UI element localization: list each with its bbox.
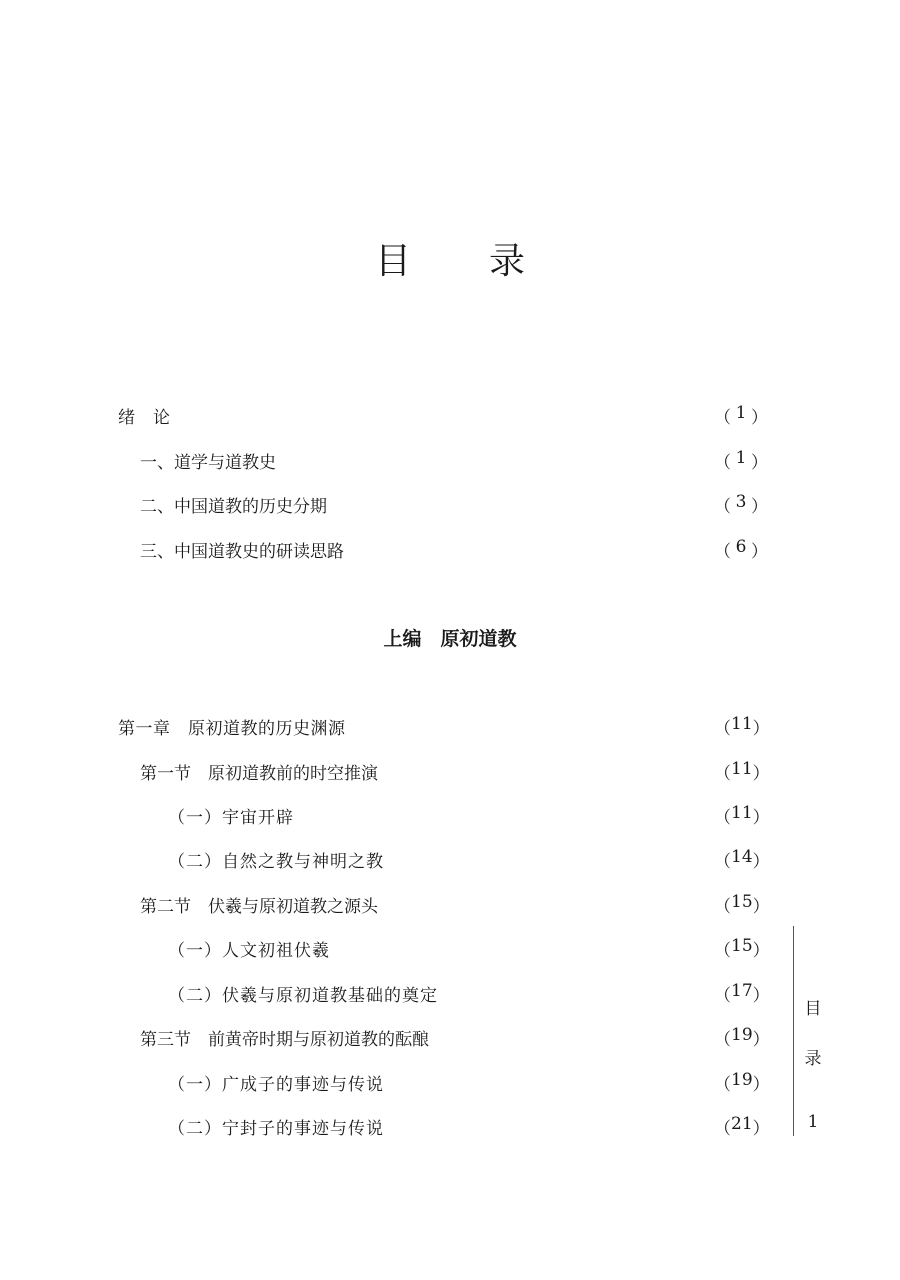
page-title [0, 238, 900, 286]
part-heading: 上编 原初道教 [383, 628, 517, 650]
page-number: 11 [731, 713, 753, 734]
toc-entry-label: 第三节 前黄帝时期与原初道教的酝酿 [140, 1029, 429, 1050]
toc-entry[interactable] [140, 490, 768, 518]
paren-open: （ [714, 985, 731, 1006]
title-char-1: 目 [374, 241, 411, 282]
side-rule [793, 926, 794, 1136]
toc-entry-label: （一）宇宙开辟 [168, 807, 294, 828]
toc-entry[interactable] [140, 757, 768, 785]
toc-entry[interactable] [168, 845, 768, 873]
dot-leader [334, 934, 706, 962]
toc-entry-page [714, 1025, 768, 1050]
toc-entry-page [714, 1114, 768, 1139]
page-number: 11 [731, 758, 753, 779]
toc-entry[interactable] [140, 446, 768, 474]
toc-entry[interactable] [118, 401, 768, 429]
paren-open: （ [714, 763, 731, 784]
toc-entry-label: 三、中国道教史的研读思路 [140, 541, 344, 562]
dot-leader [348, 535, 706, 563]
dot-leader [280, 446, 706, 474]
toc-entry-page [714, 759, 768, 784]
paren-close: ） [752, 1029, 770, 1050]
toc-entry-label: （一）人文初祖伏羲 [168, 940, 330, 961]
page-number: 19 [731, 1069, 753, 1090]
paren-close: ） [752, 763, 770, 784]
dot-leader [175, 401, 707, 429]
paren-open: （ [714, 407, 731, 428]
toc-entry-page [714, 492, 768, 517]
dot-leader [382, 757, 706, 785]
paren-open: （ [714, 718, 731, 739]
paren-open: （ [714, 541, 731, 562]
paren-close: ） [752, 807, 770, 828]
paren-open: （ [714, 896, 731, 917]
dot-leader [331, 490, 706, 518]
toc-entry[interactable] [168, 1112, 768, 1140]
page-number: 17 [731, 980, 753, 1001]
paren-close: ） [752, 718, 770, 739]
toc-entry-label: 第一节 原初道教前的时空推演 [140, 763, 378, 784]
toc-entry[interactable] [168, 934, 768, 962]
toc-entry-page [714, 403, 768, 428]
dot-leader [388, 1068, 706, 1096]
toc-entry-label: （二）宁封子的事迹与传说 [168, 1118, 384, 1139]
toc-entry-label: 一、道学与道教史 [140, 452, 276, 473]
toc-entry[interactable] [118, 712, 768, 740]
folio-number: 1 [807, 1112, 819, 1132]
page-number: 15 [731, 891, 753, 912]
toc-entry-label: 第二节 伏羲与原初道教之源头 [140, 896, 378, 917]
paren-open: （ [714, 1029, 731, 1050]
dot-leader [388, 845, 706, 873]
side-label-char-1: 目 [804, 999, 822, 1019]
toc-entry-page [714, 803, 768, 828]
paren-close: ） [752, 985, 770, 1006]
paren-close: ） [752, 940, 770, 961]
paren-close: ） [752, 1118, 770, 1139]
page-number: 15 [731, 935, 753, 956]
paren-open: （ [714, 940, 731, 961]
toc-entry-page [714, 981, 768, 1006]
toc-entry-label: （一）广成子的事迹与传说 [168, 1074, 384, 1095]
dot-leader [433, 1023, 706, 1051]
page-number: 3 [735, 491, 747, 512]
toc-entry-page [714, 537, 768, 562]
toc-entry-page [714, 448, 768, 473]
toc-entry[interactable] [140, 535, 768, 563]
page-number: 1 [735, 447, 747, 468]
toc-entry-label: （二）伏羲与原初道教基础的奠定 [168, 985, 438, 1006]
toc-entry-page [714, 1070, 768, 1095]
toc-entry-label: 第一章 原初道教的历史渊源 [118, 718, 346, 739]
paren-close: ） [752, 851, 770, 872]
toc-entry-label: 二、中国道教的历史分期 [140, 496, 327, 517]
dot-leader [382, 890, 706, 918]
paren-close: ） [751, 407, 768, 428]
toc-entry[interactable] [140, 890, 768, 918]
paren-open: （ [714, 452, 731, 473]
toc-entry-label: （二）自然之教与神明之教 [168, 851, 384, 872]
page-number: 1 [735, 402, 747, 423]
paren-close: ） [752, 1074, 770, 1095]
toc-entry-page [714, 936, 768, 961]
paren-close: ） [751, 541, 768, 562]
page-number: 6 [735, 536, 747, 557]
toc-entry-page [714, 847, 768, 872]
toc-entry[interactable] [168, 801, 768, 829]
paren-close: ） [751, 452, 768, 473]
dot-leader [350, 712, 707, 740]
side-label-char-2: 录 [804, 1049, 822, 1069]
title-char-2: 录 [489, 241, 526, 282]
toc-entry-label: 绪 论 [118, 407, 171, 428]
page-number: 21 [731, 1113, 753, 1134]
toc-entry[interactable] [168, 979, 768, 1007]
paren-open: （ [714, 496, 731, 517]
paren-close: ） [751, 496, 768, 517]
page-number: 19 [731, 1024, 753, 1045]
toc-entry[interactable] [168, 1068, 768, 1096]
page-number: 14 [731, 846, 753, 867]
toc-entry[interactable] [140, 1023, 768, 1051]
toc-entry-page [714, 892, 768, 917]
paren-open: （ [714, 807, 731, 828]
paren-open: （ [714, 1118, 731, 1139]
paren-close: ） [752, 896, 770, 917]
toc-entry-page [714, 714, 768, 739]
dot-leader [298, 801, 706, 829]
dot-leader [442, 979, 706, 1007]
paren-open: （ [714, 1074, 731, 1095]
page-number: 11 [731, 802, 753, 823]
paren-open: （ [714, 851, 731, 872]
dot-leader [388, 1112, 706, 1140]
